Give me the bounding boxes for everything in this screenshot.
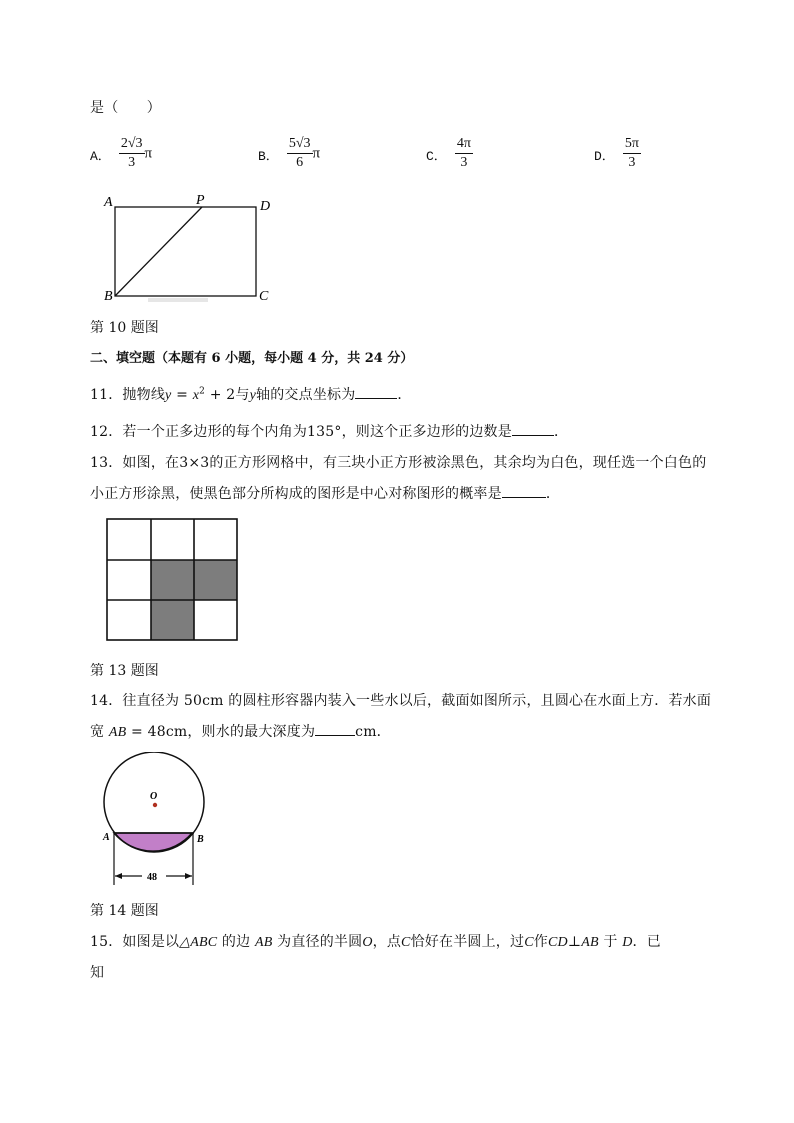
- label-p: P: [196, 193, 205, 208]
- answer-blank-11: [355, 386, 397, 399]
- answer-blank-14: [315, 723, 355, 736]
- q10-caption: 第 10 题图: [90, 320, 159, 336]
- q13-caption: 第 13 题图: [90, 663, 159, 679]
- section-2-heading: 二、填空题（本题有 6 小题，每小题 4 分，共 24 分）: [90, 351, 414, 366]
- question-11: 11．抛物线$y = x^2 + 2$与y轴的交点坐标为 ．: [90, 386, 412, 403]
- q10-option-b: B． $\frac{5√3}{6}$ π: [258, 136, 321, 170]
- arrow-right: [185, 873, 192, 879]
- shaded-square-r3c2: [151, 600, 194, 640]
- answer-blank-13: [502, 485, 546, 498]
- answer-blank-12: [512, 423, 554, 436]
- center-point: [153, 803, 157, 807]
- question-13-line-1: 13．如图，在3×3的正方形网格中，有三块小正方形被涂黑色，其余均为白色，现任选一个白色的: [90, 455, 707, 471]
- label-b: B: [197, 834, 204, 845]
- label-d: D: [260, 199, 271, 214]
- shaded-square-r2c2: [151, 560, 194, 600]
- q14-caption: 第 14 题图: [90, 903, 159, 919]
- label-a: A: [103, 832, 110, 843]
- q14-circle-figure: [98, 752, 218, 888]
- q10-option-d: D． $\frac{5\pi}{3}$: [594, 136, 639, 170]
- label-width-48: 48: [147, 872, 157, 883]
- question-14-line-2: 宽 AB = 48cm，则水的最大深度为 cm．: [90, 724, 391, 740]
- label-a: A: [104, 195, 113, 210]
- question-12: 12．若一个正多边形的每个内角为135°，则这个正多边形的边数是 ．: [90, 424, 569, 440]
- segment-bp: [115, 207, 202, 296]
- q10-option-a: A． $\frac{2√3}{3}$ π: [90, 136, 153, 170]
- question-14-line-1: 14．往直径为 50cm 的圆柱形容器内装入一些水以后，截面如图所示，且圆心在水面上方．若水面: [90, 693, 712, 709]
- arrow-left: [115, 873, 122, 879]
- scan-smudge: [148, 298, 208, 302]
- q10-rectangle-figure: [100, 190, 285, 305]
- rectangle-abcd: [115, 207, 256, 296]
- q10-stem-tail: 是（ ）: [90, 100, 161, 116]
- label-b: B: [104, 289, 113, 304]
- question-15-line-2: 知: [90, 965, 105, 981]
- q13-grid-figure: [103, 514, 243, 646]
- label-o: O: [150, 791, 158, 802]
- q10-option-c: C． $\frac{4\pi}{3}$: [426, 136, 471, 170]
- water-segment: [114, 833, 192, 851]
- label-c: C: [259, 289, 269, 304]
- question-13-line-2: 小正方形涂黑，使黑色部分所构成的图形是中心对称图形的概率是 ．: [90, 486, 561, 502]
- shaded-square-r2c3: [194, 560, 237, 600]
- question-15-line-1: 15．如图是以△ABC 的边 AB 为直径的半圆O，点C恰好在半圆上，过C作CD⊥AB 于 D．已: [90, 934, 661, 950]
